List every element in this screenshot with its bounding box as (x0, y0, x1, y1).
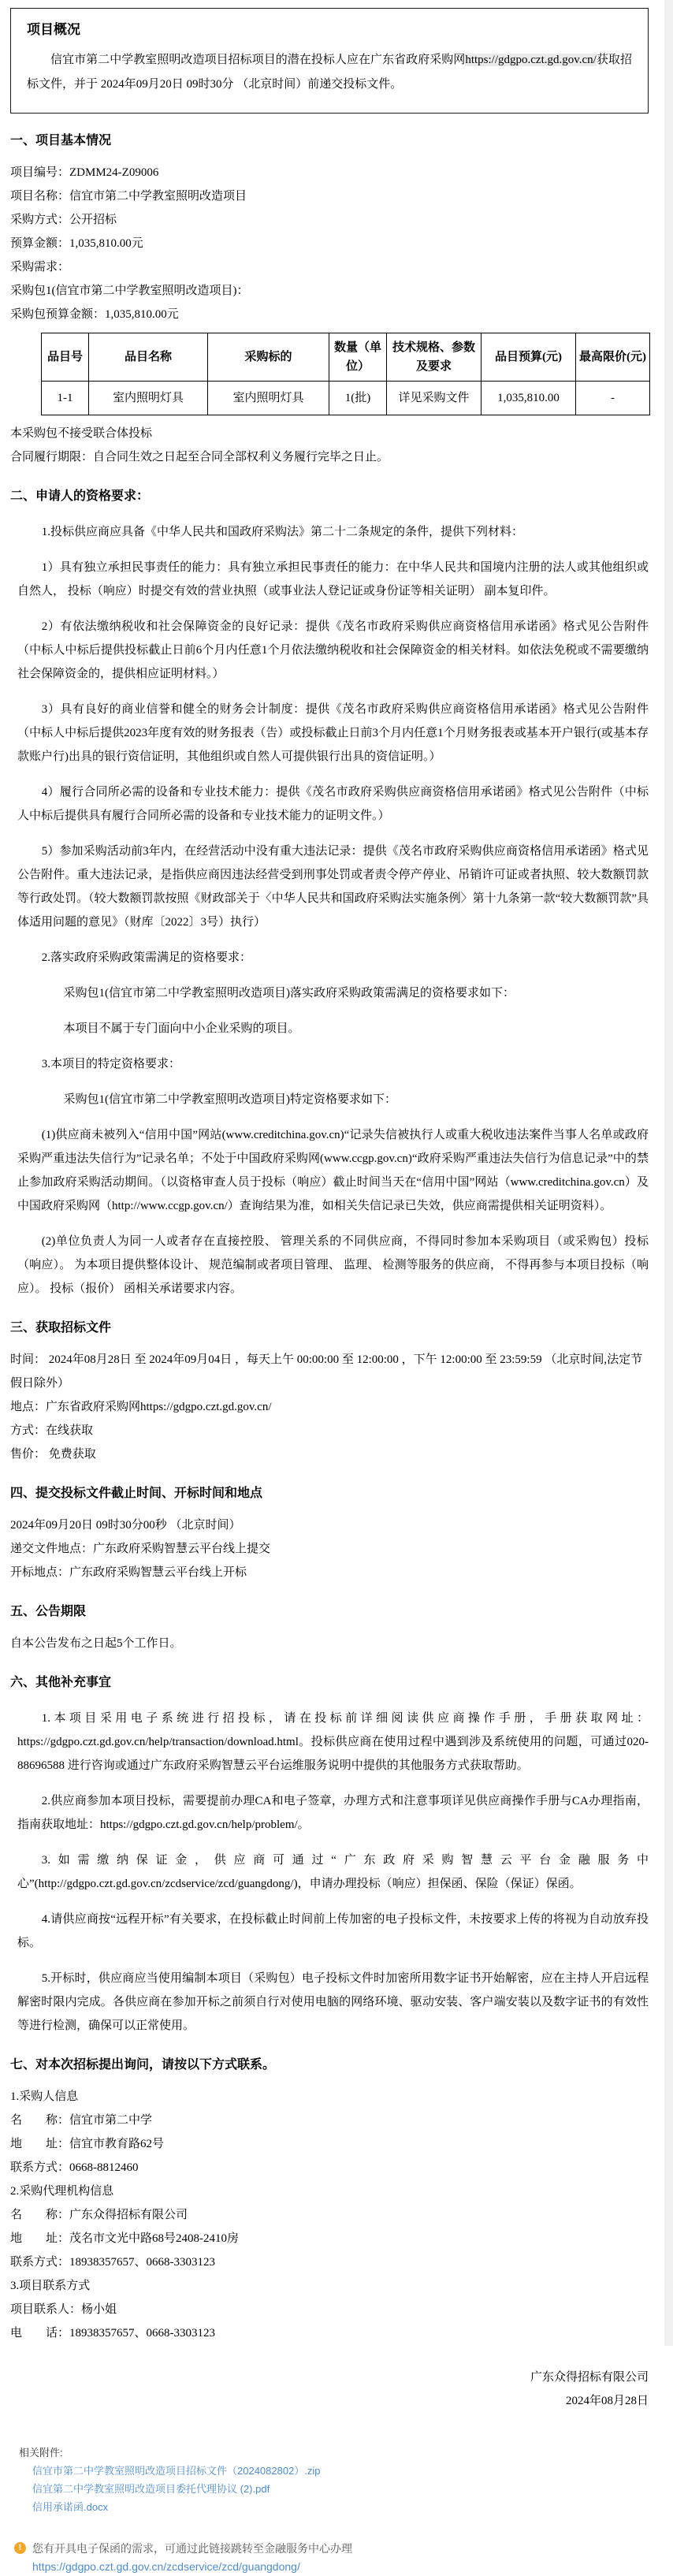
qualification-para: 1）具有独立承担民事责任的能力：具有独立承担民事责任的能力：在中华人民共和国境内注册的法人或其他组织或自然人， 投标（响应）时提交有效的营业执照（或事业法人登记证或身份证等相关证明） 副本复印件。 (17, 561, 649, 597)
qualification-para: 3）具有良好的商业信誉和健全的财务会计制度：提供《茂名市政府采购供应商资格信用承诺函》格式见公告附件（中标人中标后提供2023年度有效的财务报表（告）或投标截止日前3个月内任意1个月财务报表或基本开户银行(或基本存款账户行)出具的银行资信证明，其他组织或自然人可提供银行出具的资信证明。） (17, 703, 649, 763)
obtain-price: 售价： 免费获取 (10, 1448, 96, 1461)
agency-name: 名 称：广东众得招标有限公司 (10, 2209, 188, 2221)
col-item-budget: 品目预算(元) (482, 333, 576, 382)
project-contact-person: 项目联系人：杨小姐 (10, 2303, 117, 2316)
procurement-method: 采购方式：公开招标 (10, 214, 117, 226)
section-2-heading: 二、申请人的资格要求： (10, 490, 150, 503)
qualification-para: 4）履行合同所必需的设备和专业技术能力：提供《茂名市政府采购供应商资格信用承诺函》格式见公告附件（中标人中标后提供具有履行合同所必需的设备和专业技术能力的证明文件。） (17, 786, 649, 822)
page-right-gutter (664, 0, 673, 2346)
agency-info-label: 2.采购代理机构信息 (10, 2185, 114, 2198)
supplement-para: 4.请供应商按“远程开标”有关要求，在投标截止时间前上传加密的电子投标文件，未按要求上传的将视为自动放弃投标。 (17, 1913, 649, 1949)
purchaser-address: 地 址：信宜市教育路62号 (10, 2138, 165, 2150)
qualification-para: 本项目不属于专门面向中小企业采购的项目。 (63, 1022, 300, 1035)
purchaser-contact: 联系方式：0668-8812460 (10, 2161, 139, 2174)
project-contact-label: 3.项目联系方式 (10, 2280, 91, 2292)
announcement-period: 自本公告发布之日起5个工作日。 (10, 1637, 182, 1650)
attachment-link-zip[interactable]: 信宜市第二中学教室照明改造项目招标文件（2024082802）.zip (32, 2465, 321, 2477)
items-table-header-row (42, 333, 650, 382)
no-consortium-note: 本采购包不接受联合体投标 (10, 427, 153, 440)
overview-intro-prefix: 信宜市第二中学教室照明改造项目招标项目的潜在投标人应在广东省政府采购网 (50, 54, 466, 66)
signature-date: 2024年08月28日 (565, 2395, 649, 2407)
agency-contact: 联系方式：18938357657、0668-3303123 (10, 2256, 215, 2269)
obtain-place: 地点：广东省政府采购网https://gdgpo.czt.gd.gov.cn/ (10, 1401, 272, 1413)
attachment-link-docx[interactable]: 信用承诺函.docx (32, 2501, 109, 2513)
budget-amount: 预算金额：1,035,810.00元 (10, 237, 143, 250)
qualification-para: (2)单位负责人为同一人或者存在直接控股、 管理关系的不同供应商，不得同时参加本采购项目（或采购包）投标（响应）。 为本项目提供整体设计、 规范编制或者项目管理、 监理、 检测等服务的供应商， 不得再参与本项目投标（响应）。 投标（报价） 函相关承诺要求内容。 (17, 1235, 649, 1295)
bid-opening-place: 开标地点：广东政府采购智慧云平台线上开标 (10, 1566, 247, 1579)
purchaser-name: 名 称：信宜市第二中学 (10, 2114, 153, 2127)
supplement-para: 2.供应商参加本项目投标，需要提前办理CA和电子签章，办理方式和注意事项详见供应商操作手册与CA办理指南，指南获取地址：https://gdgpo.czt.gd.gov.cn/help/problem/。 (17, 1795, 649, 1831)
supplement-para: 1.本项目采用电子系统进行招投标，请在投标前详细阅读供应商操作手册，手册获取网址：https://gdgpo.czt.gd.gov.cn/help/transaction/download.html。投标供应商在使用过程中遇到涉及系统使用的问题，可通过020-88696588 进行咨询或通过广东政府采购智慧云平台运维服务说明中提供的其他服务方式获取帮助。 (17, 1712, 649, 1772)
section-4-heading: 四、提交投标文件截止时间、开标时间和地点 (10, 1487, 263, 1500)
col-item-name: 品目名称 (89, 333, 208, 382)
purchaser-info-label: 1.采购人信息 (10, 2090, 79, 2103)
notice-text: 您有开具电子保函的需求，可通过此链接跳转至金融服务中心办理 (32, 2542, 352, 2555)
project-overview-box (10, 8, 649, 114)
qualification-para: 采购包1(信宜市第二中学教室照明改造项目)落实政府采购政策需满足的资格要求如下： (63, 987, 515, 1000)
attachments-label: 相关附件: (19, 2447, 63, 2459)
qualification-para: 2.落实政府采购政策需满足的资格要求： (41, 951, 252, 964)
col-subject: 采购标的 (208, 333, 329, 382)
qualification-para: 3.本项目的特定资格要求： (41, 1058, 181, 1070)
section-7-heading: 七、对本次招标提出询问，请按以下方式联系。 (10, 2058, 276, 2072)
deadline-datetime: 2024年09月20日 09时30分00秒 （北京时间） (10, 1519, 241, 1532)
project-number: 项目编号：ZDMM24-Z09006 (10, 166, 159, 179)
overview-title: 项目概况 (27, 22, 80, 37)
project-contact-phone: 电 话：18938357657、0668-3303123 (10, 2327, 215, 2340)
cell-item-name: 室内照明灯具 (89, 382, 208, 415)
section-1-heading: 一、项目基本情况 (10, 134, 112, 147)
procurement-demand-label: 采购需求： (10, 261, 70, 274)
col-max-price: 最高限价(元) (576, 333, 650, 382)
contract-period-note: 合同履行期限：自合同生效之日起至合同全部权利义务履行完毕之日止。 (10, 451, 389, 463)
col-item-no: 品目号 (42, 333, 89, 382)
obtain-method: 方式：在线获取 (10, 1424, 94, 1437)
signature-block (10, 2366, 649, 2413)
cell-max-price: - (576, 382, 650, 415)
section-6-heading: 六、其他补充事宜 (10, 1676, 112, 1689)
signature-company: 广东众得招标有限公司 (530, 2371, 649, 2384)
project-name: 项目名称：信宜市第二中学教室照明改造项目 (10, 190, 247, 203)
qualification-para: 5）参加采购活动前3年内，在经营活动中没有重大违法记录：提供《茂名市政府采购供应商资格信用承诺函》格式见公告附件。重大违法记录，是指供应商因违法经营受到刑事处罚或者责令停产停业、吊销许可证或者执照、较大数额罚款等行政处罚。（较大数额罚款按照《财政部关于〈中华人民共和国政府采购法实施条例〉第十九条第一款“较大数额罚款”具体适用问题的意见》（财库〔2022〕3号）执行） (17, 845, 649, 929)
agency-address: 地 址：茂名市文光中路68号2408-2410房 (10, 2232, 239, 2245)
qualification-para: 2）有依法缴纳税收和社会保障资金的良好记录：提供《茂名市政府采购供应商资格信用承诺函》格式见公告附件（中标人中标后提供投标截止日前6个月内任意1个月依法缴纳税收和社会保障资金的相关材料。如依法免税或不需要缴纳社会保障资金的，提供相应证明材料。） (17, 620, 649, 680)
section-3-heading: 三、获取招标文件 (10, 1321, 112, 1335)
cell-item-budget: 1,035,810.00 (482, 382, 576, 415)
attachment-link-pdf[interactable]: 信宜第二中学教室照明改造项目委托代理协议 (2).pdf (32, 2483, 270, 2495)
items-table (41, 333, 650, 415)
section-5-heading: 五、公告期限 (10, 1605, 87, 1618)
overview-paragraph (27, 48, 632, 97)
attachments-section (10, 2444, 649, 2516)
submission-place: 递交文件地点：广东政府采购智慧云平台线上提交 (10, 1543, 271, 1555)
supplement-para: 3.如需缴纳保证金，供应商可通过“广东政府采购智慧云平台金融服务中心”(http://gdgpo.czt.gd.gov.cn/zcdservice/zcd/guangdong/)，申请办理投标（响应）担保函、保险（保证）保函。 (17, 1854, 649, 1890)
qualification-para: 采购包1(信宜市第二中学教室照明改造项目)特定资格要求如下： (63, 1093, 396, 1106)
col-quantity: 数量（单位） (329, 333, 387, 382)
warning-icon: ! (14, 2542, 26, 2554)
overview-intro-suffix: 获取招标文件，并于 2024年09月20日 09时30分 （北京时间）前递交投标文件。 (27, 54, 632, 91)
qualification-para: (1)供应商未被列入“信用中国”网站(www.creditchina.gov.cn)“记录失信被执行人或重大税收违法案件当事人名单或政府采购严重违法失信行为”记录名单；不处于中国政府采购网(www.ccgp.gov.cn)“政府采购严重违法失信行为信息记录”中的禁止参加政府采购活动期间。（以资格审查人员于投标（响应）截止时间当天在“信用中国”网站（www.creditchina.gov.cn）及中国政府采购网（http://www.ccgp.gov.cn/）查询结果为准，如相关失信记录已失效，供应商需提供相关证明资料）。 (17, 1129, 649, 1212)
cell-item-no: 1-1 (42, 382, 89, 415)
package-1-label: 采购包1(信宜市第二中学教室照明改造项目)： (10, 285, 249, 297)
financial-service-link[interactable]: https://gdgpo.czt.gd.gov.cn/zcdservice/zcd/guangdong/ (32, 2560, 300, 2573)
cell-quantity: 1(批) (329, 382, 387, 415)
overview-portal-url: https://gdgpo.czt.gd.gov.cn/ (465, 54, 597, 66)
supplement-para: 5.开标时，供应商应当使用编制本项目（采购包）电子投标文件时加密所用数字证书开始解密，应在主持人开启远程解密时限内完成。各供应商在参加开标之前须自行对使用电脑的网络环境、驱动安装、客户端安装以及数字证书的有效性等进行检测，确保可以正常使用。 (17, 1972, 649, 2032)
table-row (42, 382, 650, 415)
e-guarantee-notice (10, 2540, 649, 2576)
col-tech-spec: 技术规格、参数及要求 (387, 333, 482, 382)
qualification-para: 1.投标供应商应具备《中华人民共和国政府采购法》第二十二条规定的条件，提供下列材料： (41, 526, 524, 538)
cell-tech-spec: 详见采购文件 (387, 382, 482, 415)
cell-subject: 室内照明灯具 (208, 382, 329, 415)
obtain-time: 时间： 2024年08月28日 至 2024年09月04日 ，每天上午 00:00:00 至 12:00:00 ，下午 12:00:00 至 23:59:59 （北京时间,法定节假日除外） (10, 1353, 643, 1390)
package-budget: 采购包预算金额：1,035,810.00元 (10, 308, 179, 321)
